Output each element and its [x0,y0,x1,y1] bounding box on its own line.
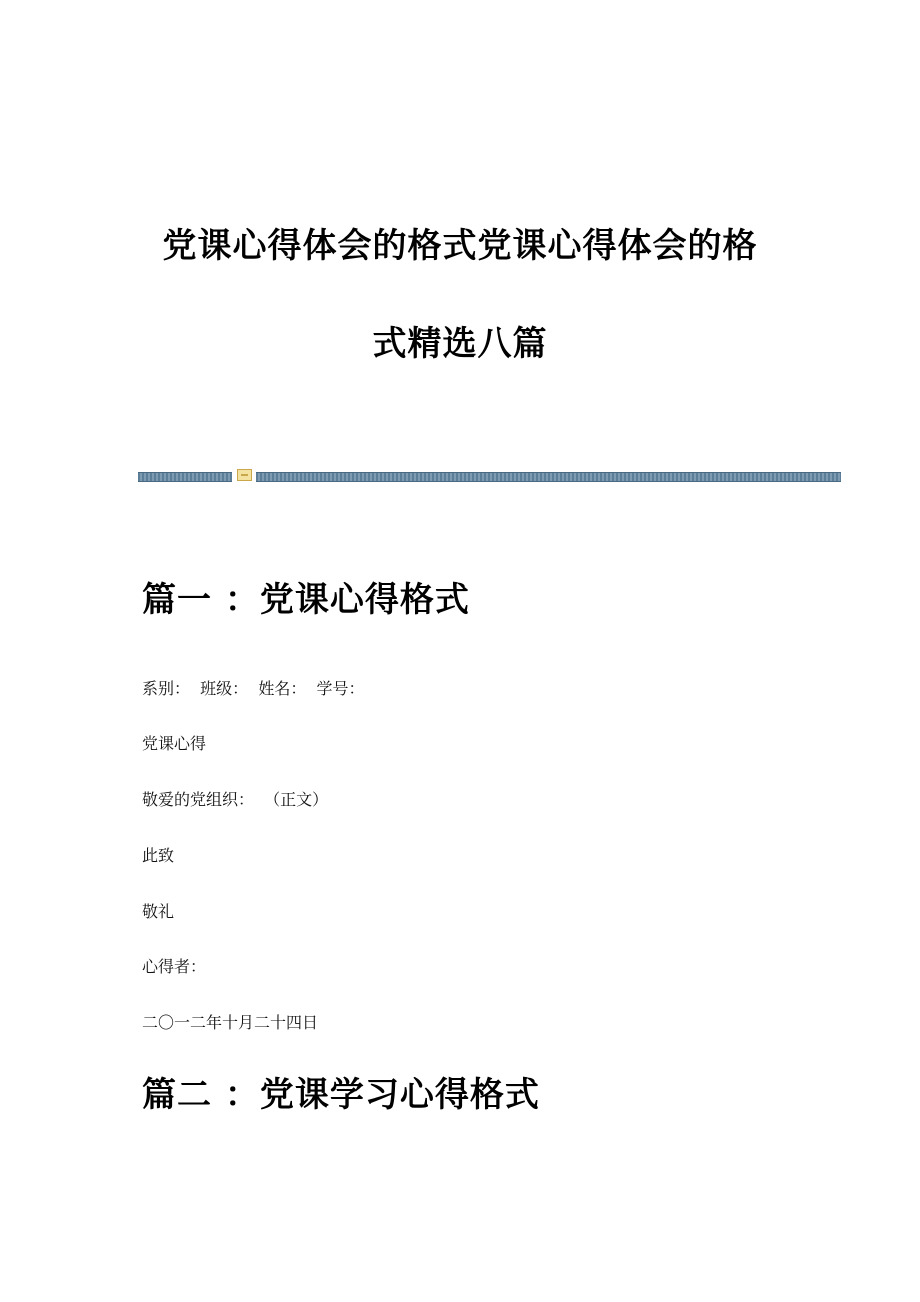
decorative-divider [138,469,841,481]
section-heading-1: 篇一 ：党课心得格式 [142,580,470,620]
body-line-signature: 心得者： [142,957,207,976]
section-heading-2: 篇二 ：党课学习心得格式 [142,1075,540,1115]
body-line-closing-1: 此致 [142,846,175,865]
body-line-salutation: 敬爱的党组织： （正文） [142,790,329,809]
body-line-subtitle: 党课心得 [142,734,207,753]
divider-bar-right [256,472,841,482]
document-title-line-1: 党课心得体会的格式党课心得体会的格 [162,226,758,266]
body-line-date: 二〇一二年十月二十四日 [142,1013,319,1032]
divider-bar-left [138,472,232,482]
document-title-line-2: 式精选八篇 [372,324,548,364]
info-fields-line: 系别： 班级： 姓名： 学号： [142,679,365,698]
body-line-closing-2: 敬礼 [142,902,175,921]
divider-ornament-icon [237,469,252,481]
